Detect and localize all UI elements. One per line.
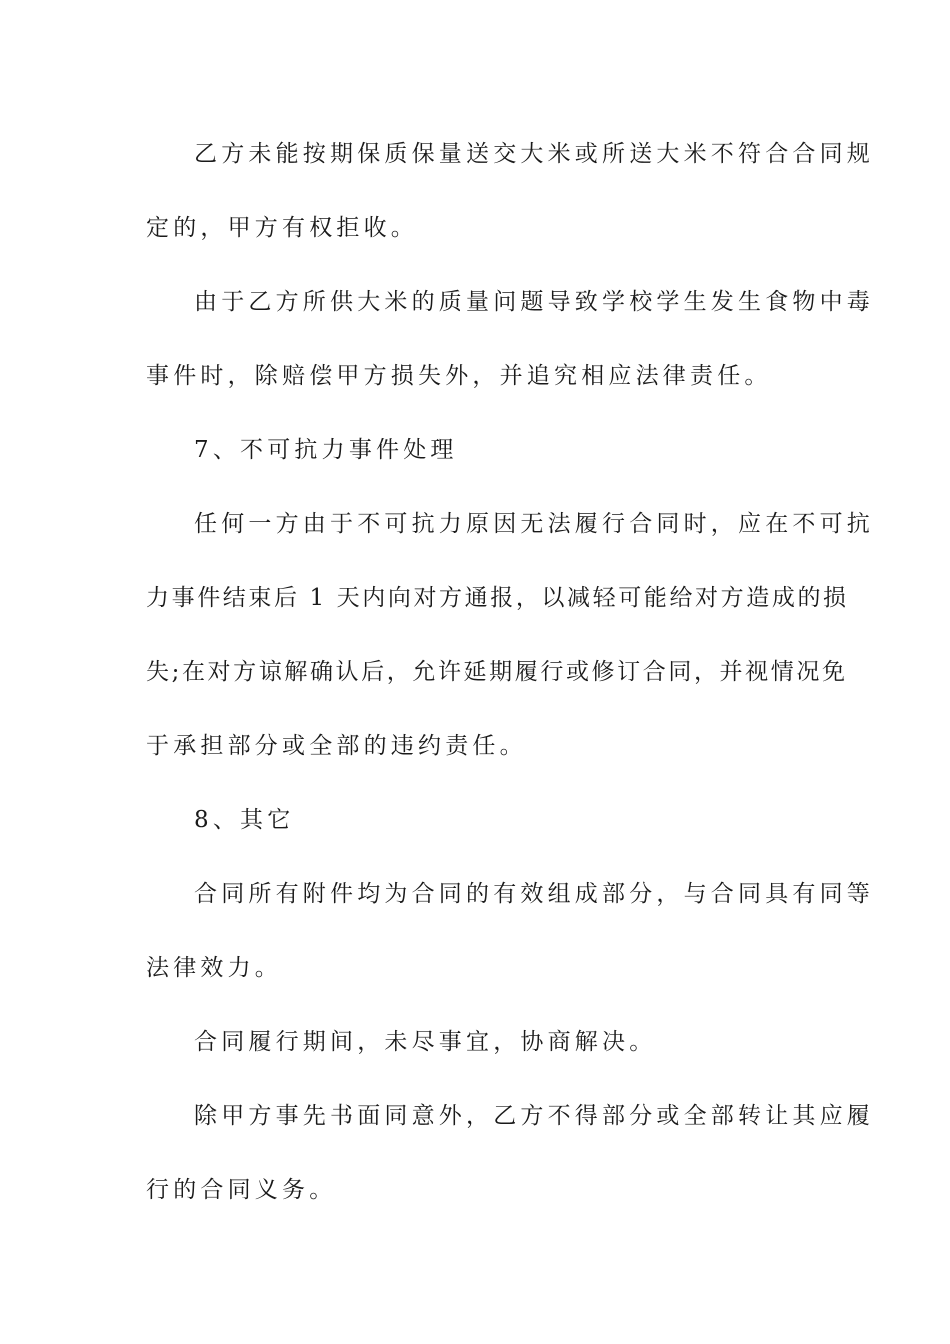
paragraph-line: 合同所有附件均为合同的有效组成部分，与合同具有同等 bbox=[194, 881, 874, 907]
paragraph-line: 任何一方由于不可抗力原因无法履行合同时，应在不可抗 bbox=[194, 511, 874, 537]
document-body bbox=[146, 117, 874, 1227]
paragraph-line: 由于乙方所供大米的质量问题导致学校学生发生食物中毒 bbox=[194, 289, 874, 315]
section-heading: 7、不可抗力事件处理 bbox=[194, 437, 458, 463]
paragraph-line: 法律效力。 bbox=[146, 955, 282, 981]
section-heading: 8、其它 bbox=[194, 807, 295, 833]
paragraph-line: 合同履行期间，未尽事宜，协商解决。 bbox=[194, 1029, 657, 1055]
paragraph-line: 事件时，除赔偿甲方损失外，并追究相应法律责任。 bbox=[146, 363, 772, 389]
paragraph-line: 定的，甲方有权拒收。 bbox=[146, 215, 418, 241]
paragraph-line: 于承担部分或全部的违约责任。 bbox=[146, 733, 527, 759]
paragraph-line: 力事件结束后 1 天内向对方通报，以减轻可能给对方造成的损 bbox=[146, 585, 849, 611]
paragraph-line: 乙方未能按期保质保量送交大米或所送大米不符合合同规 bbox=[194, 141, 874, 167]
paragraph-line: 行的合同义务。 bbox=[146, 1177, 337, 1203]
paragraph-line: 失;在对方谅解确认后，允许延期履行或修订合同，并视情况免 bbox=[146, 659, 848, 685]
paragraph-line: 除甲方事先书面同意外，乙方不得部分或全部转让其应履 bbox=[194, 1103, 874, 1129]
